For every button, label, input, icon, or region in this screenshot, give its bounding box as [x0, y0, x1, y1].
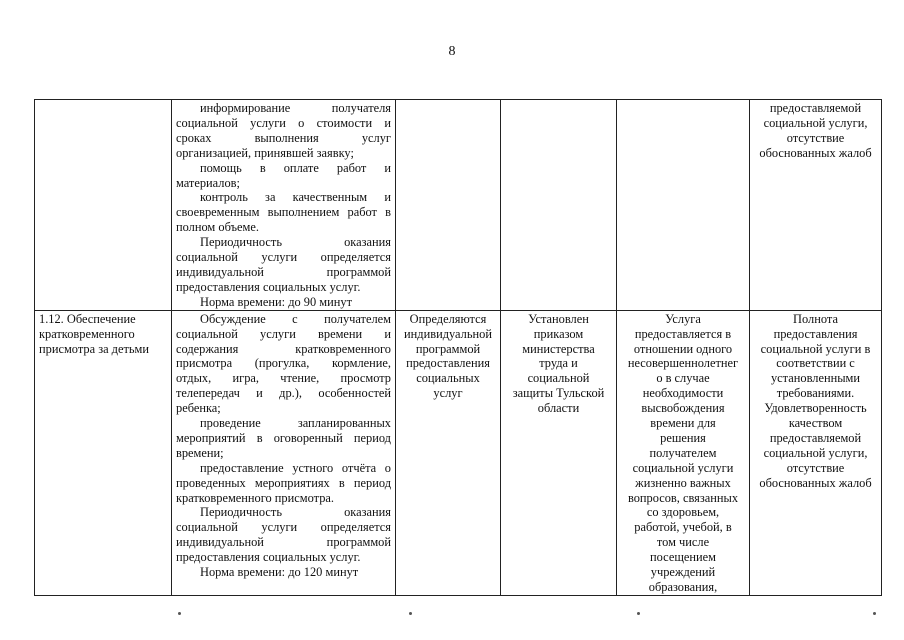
text-line: требованиями. [776, 386, 855, 401]
text-line: индивидуальной программой [176, 264, 391, 279]
text-line: обоснованных жалоб [759, 145, 872, 160]
text-line: Удовлетворенность [764, 401, 867, 416]
text-line: кратковременного присмотра. [176, 490, 334, 505]
text-line: Установлен [528, 311, 589, 326]
text-line: Периодичность оказания [200, 505, 391, 520]
text-line: времени для [650, 416, 716, 431]
text-line: отдых, игра, чтение, просмотр [176, 371, 391, 386]
text-line: отсутствие [786, 460, 845, 475]
text-line: вопросов, связанных [627, 490, 739, 505]
text-line: контроль за качественным и [200, 190, 391, 205]
text-line: образования, [648, 580, 718, 594]
text-line: предоставление устного отчёта о [200, 460, 391, 475]
text-line: приказом [533, 326, 584, 341]
text-line: информирование получателя [200, 101, 391, 115]
text-line: помощь в оплате работ и [200, 160, 391, 175]
text-line: качеством [788, 416, 843, 431]
service-tariff-cell [501, 100, 617, 311]
text-line: своевременным выполнением работ в [176, 205, 391, 220]
scan-mark [637, 612, 640, 615]
text-line: о в случае [656, 371, 710, 386]
text-line: сроках выполнения услуг [176, 130, 391, 145]
text-line: Полнота [793, 311, 838, 326]
text-line: предоставляемой [769, 101, 862, 115]
service-description-cell [172, 310, 396, 595]
service-volume-cell [396, 310, 501, 595]
text-line: установленными [770, 371, 860, 386]
text-line: отсутствие [786, 130, 845, 145]
service-name-cell [35, 100, 172, 311]
text-line: присмотра за детьми [39, 341, 150, 356]
text-line: несовершеннолетнег [627, 356, 739, 371]
text-line: посещением [650, 550, 716, 565]
text-line: социальной услуги, [763, 115, 868, 130]
text-line: мероприятий в оговоренный период [176, 430, 391, 445]
text-line: труда и [539, 356, 578, 371]
text-line: Периодичность оказания [200, 235, 391, 250]
scan-mark [178, 612, 181, 615]
text-line: социальной услуги [632, 460, 734, 475]
page-number: 8 [448, 44, 456, 59]
text-line: услуг [433, 386, 463, 401]
text-line: работой, учебой, в [634, 520, 732, 535]
text-line: социальной услуги определяется [176, 520, 391, 535]
text-line: времени; [176, 445, 224, 460]
text-line: соответствии с [776, 356, 855, 371]
text-line: проведенных мероприятиях в период [176, 475, 391, 490]
text-line: содержания кратковременного [176, 341, 391, 356]
service-quality-cell [750, 100, 882, 311]
text-line: Определяются [409, 311, 487, 326]
text-line: проведение запланированных [200, 416, 391, 431]
text-line: решения [660, 430, 706, 445]
text-line: предоставляется в [634, 326, 732, 341]
service-name-cell [35, 310, 172, 595]
text-line: организацией, принявшей заявку; [176, 145, 354, 160]
text-line: отношении одного [633, 341, 733, 356]
service-conditions-cell [617, 310, 750, 595]
text-line: том числе [656, 535, 710, 550]
text-line: высвобождения [641, 401, 725, 416]
text-line: предоставления социальных услуг. [176, 279, 361, 294]
text-line: предоставления [773, 326, 858, 341]
text-line: 1.12. Обеспечение [39, 311, 136, 326]
text-line: предоставления социальных услуг. [176, 550, 361, 565]
text-line: обоснованных жалоб [759, 475, 872, 490]
text-line: социальной услуги времени и [176, 326, 391, 341]
service-quality-cell [750, 310, 882, 595]
text-line: социальной услуги в [760, 341, 871, 356]
text-line: жизненно важных [635, 475, 731, 490]
text-line: социальной услуги определяется [176, 250, 391, 265]
text-line: социальной услуги о стоимости и [176, 115, 391, 130]
service-volume-cell [396, 100, 501, 311]
text-line: социальной услуги, [763, 445, 868, 460]
table-row [35, 310, 882, 595]
text-line: предоставления [406, 356, 490, 371]
text-line: Норма времени: до 120 минут [200, 565, 359, 580]
text-line: учреждений [650, 565, 716, 580]
text-line: телепередач и др.), особенностей [176, 386, 391, 401]
text-line: Услуга [665, 311, 701, 326]
text-line: полном объеме. [176, 220, 259, 235]
text-line: необходимости [642, 386, 724, 401]
text-line: программой [415, 341, 481, 356]
services-table [34, 99, 882, 596]
text-line: со здоровьем, [646, 505, 720, 520]
text-line: области [537, 401, 580, 416]
text-line: министерства [522, 341, 595, 356]
text-line: защиты Тульской [512, 386, 605, 401]
text-line: социальных [416, 371, 480, 386]
text-line: предоставляемой [769, 430, 862, 445]
service-conditions-cell [617, 100, 750, 311]
scan-mark [409, 612, 412, 615]
text-line: Обсуждение с получателем [200, 311, 391, 326]
service-tariff-cell [501, 310, 617, 595]
text-line: получателем [649, 445, 717, 460]
text-line: кратковременного [39, 326, 135, 341]
text-line: присмотра (прогулка, кормление, [176, 356, 391, 371]
table-row [35, 100, 882, 311]
text-line: ребенка; [176, 401, 221, 416]
text-line: индивидуальной программой [176, 535, 391, 550]
scan-mark [873, 612, 876, 615]
service-description-cell [172, 100, 396, 311]
text-line: социальной [527, 371, 590, 386]
text-line: Норма времени: до 90 минут [200, 294, 352, 309]
text-line: индивидуальной [404, 326, 492, 341]
text-line: материалов; [176, 175, 240, 190]
